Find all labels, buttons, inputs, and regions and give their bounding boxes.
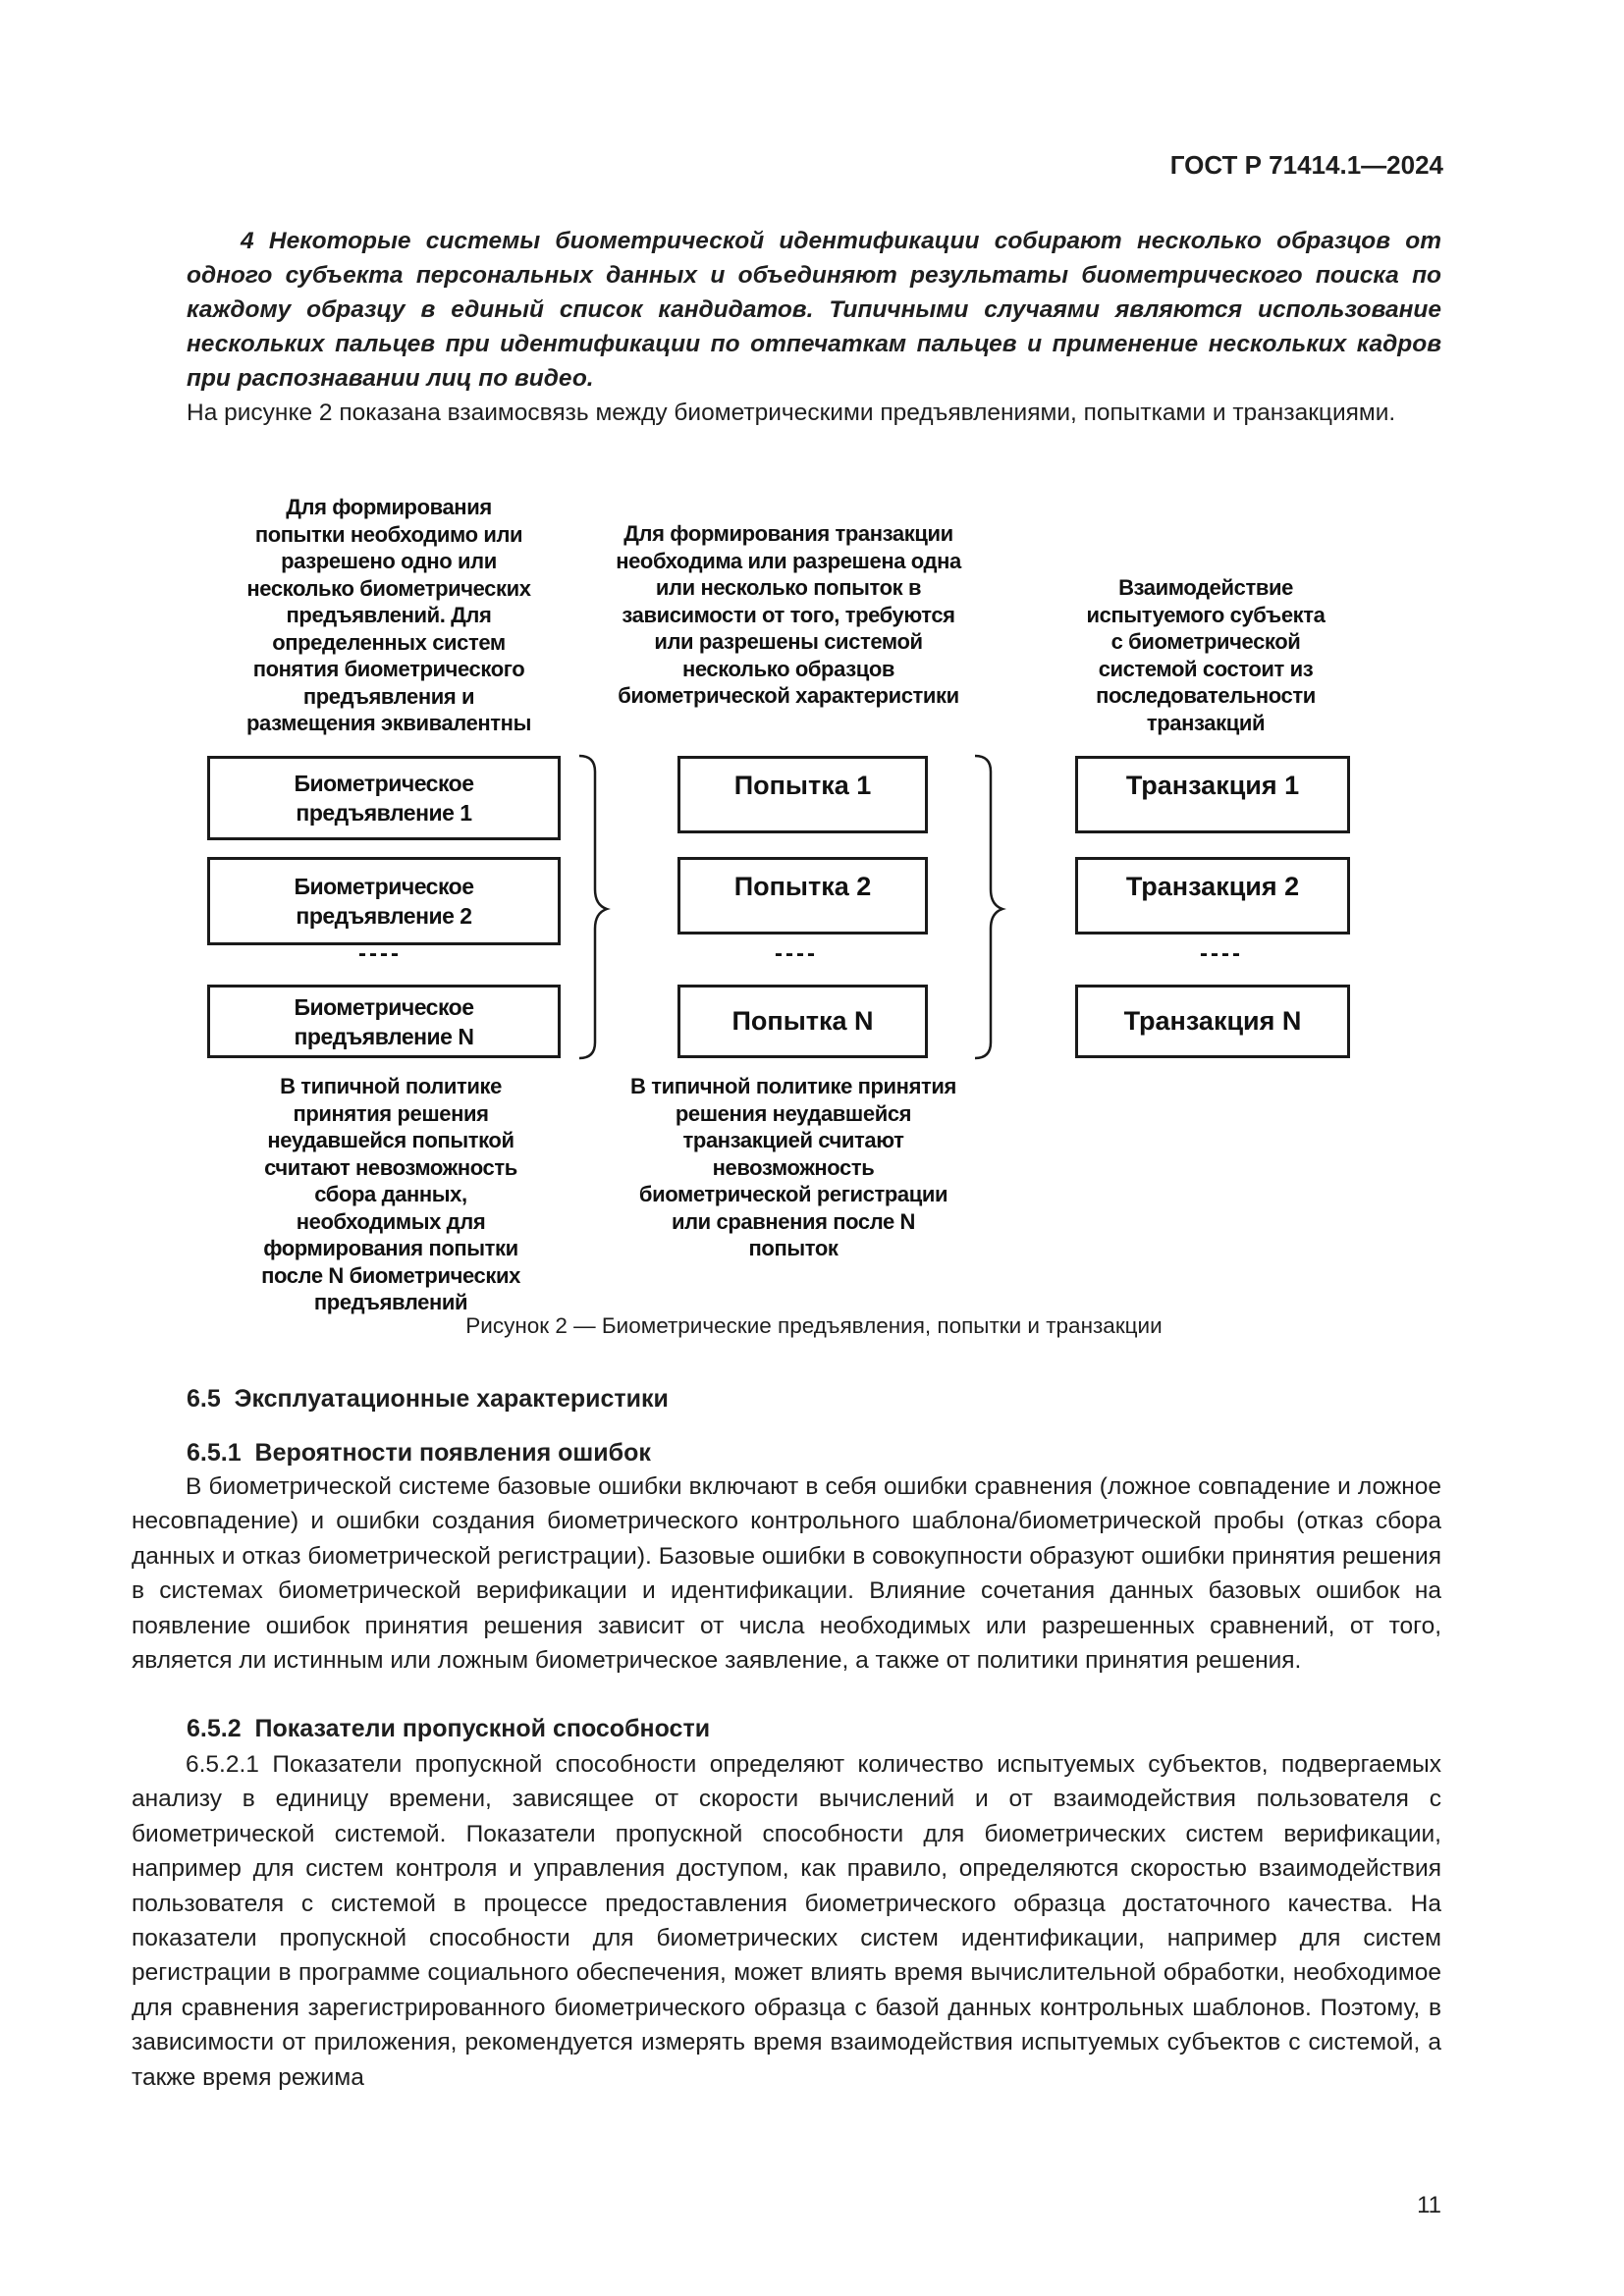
presentation-label-n: Биометрическое предъявление N	[294, 993, 474, 1049]
bottom-text-transaction-failure: В типичной политике принятия решения неудавшейся транзакцией считают невозможность биометрической регистрации или сравнения после N попыток	[630, 1074, 956, 1260]
section-6-5-heading	[187, 1385, 669, 1414]
transaction-label-1: Транзакция 1	[1125, 771, 1300, 800]
transaction-label-n: Транзакция N	[1123, 1006, 1302, 1036]
section-6-5-2-title: Показатели пропускной способности	[254, 1715, 711, 1742]
note-number: 4	[241, 228, 254, 254]
attempts-ellipsis: ----	[775, 940, 818, 967]
top-text-attempts: Для формирования транзакции необходима или разрешена одна или несколько попыток в зависимости от того, требуются или разрешены системой несколько образцов биометрической характеристики	[616, 521, 961, 708]
attempt-label-1: Попытка 1	[733, 771, 872, 800]
section-6-5-2-heading	[187, 1715, 710, 1743]
figure-intro-text: На рисунке 2 показана взаимосвязь между биометрическими предъявлениями, попытками и транзакциями.	[187, 400, 1396, 426]
figure-caption: Рисунок 2 — Биометрические предъявления, попытки и транзакции	[465, 1313, 1163, 1338]
document-code: ГОСТ Р 71414.1—2024	[1169, 150, 1443, 180]
transactions-ellipsis: ----	[1200, 940, 1243, 967]
section-6-5-1-title: Вероятности появления ошибок	[254, 1439, 651, 1467]
section-6-5-number: 6.5	[187, 1385, 221, 1413]
attempt-label-n: Попытка N	[731, 1006, 874, 1036]
attempt-label-2: Попытка 2	[733, 872, 872, 901]
top-text-presentations: Для формирования попытки необходимо или разрешено одно или несколько биометрических предъявлений. Для определенных систем понятия биометрического предъявления и размещения эквивалентны	[246, 495, 531, 735]
section-6-5-1-paragraph	[132, 1469, 1441, 1678]
section-6-5-2-text: 6.5.2.1 Показатели пропускной способности определяют количество испытуемых субъектов, подвергаемых анализу в единицу времени, зависящее от скорости вычислений и от взаимодействия пользователя с биометрической системой. Показатели пропускной способности для биометрических систем верификации, например для систем контроля и управления доступом, как правило, определяются скоростью взаимодействия пользователя с системой в процессе предоставления биометрического образца достаточного качества. На показатели пропускной способности для биометрических систем идентификации, например для систем регистрации в программе социального обеспечения, может влиять время вычислительной обработки, необходимое для сравнения зарегистрированного биометрического образца с базой данных контрольных шаблонов. Поэтому, в зависимости от приложения, рекомендуется измерять время взаимодействия испытуемых субъектов с системой, а также время режима	[132, 1751, 1441, 2091]
section-6-5-2-number: 6.5.2	[187, 1715, 242, 1742]
brace-left	[579, 756, 607, 1058]
page-number: 11	[1417, 2192, 1441, 2218]
presentation-label-1: Биометрическое предъявление 1	[294, 771, 474, 826]
note-text: Некоторые системы биометрической идентификации собирают несколько образцов от одного субъекта персональных данных и объединяют результаты биометрического поиска по каждому образцу в единый список кандидатов. Типичными случаями являются использование нескольких пальцев при идентификации по отпечаткам пальцев и применение нескольких кадров при распознавании лиц по видео.	[187, 228, 1441, 392]
section-6-5-1-text: В биометрической системе базовые ошибки включают в себя ошибки сравнения (ложное совпадение и ложное несовпадение) и ошибки создания биометрического контрольного шаблона/биометрической пробы (отказ сбора данных и отказ биометрической регистрации). Базовые ошибки в совокупности образуют ошибки принятия решения в системах биометрической верификации и идентификации. Влияние сочетания данных базовых ошибок на появление ошибок принятия решения зависит от числа необходимых или разрешенных сравнений, от того, является ли истинным или ложным биометрическое заявление, а также от политики принятия решения.	[132, 1473, 1441, 1675]
bottom-text-attempt-failure: В типичной политике принятия решения неудавшейся попыткой считают невозможность сбора данных, необходимых для формирования попытки после N биометрических предъявлений	[261, 1074, 520, 1314]
section-6-5-1-number: 6.5.1	[187, 1439, 242, 1467]
section-6-5-title: Эксплуатационные характеристики	[234, 1385, 669, 1413]
section-6-5-1-heading	[187, 1439, 651, 1468]
top-text-transactions: Взаимодействие испытуемого субъекта с биометрической системой состоит из последовательности транзакций	[1086, 575, 1326, 735]
brace-right	[975, 756, 1002, 1058]
presentations-ellipsis: ----	[358, 940, 402, 967]
presentation-label-2: Биометрическое предъявление 2	[294, 874, 474, 929]
transaction-label-2: Транзакция 2	[1125, 872, 1300, 901]
section-6-5-2-paragraph	[132, 1747, 1441, 2095]
